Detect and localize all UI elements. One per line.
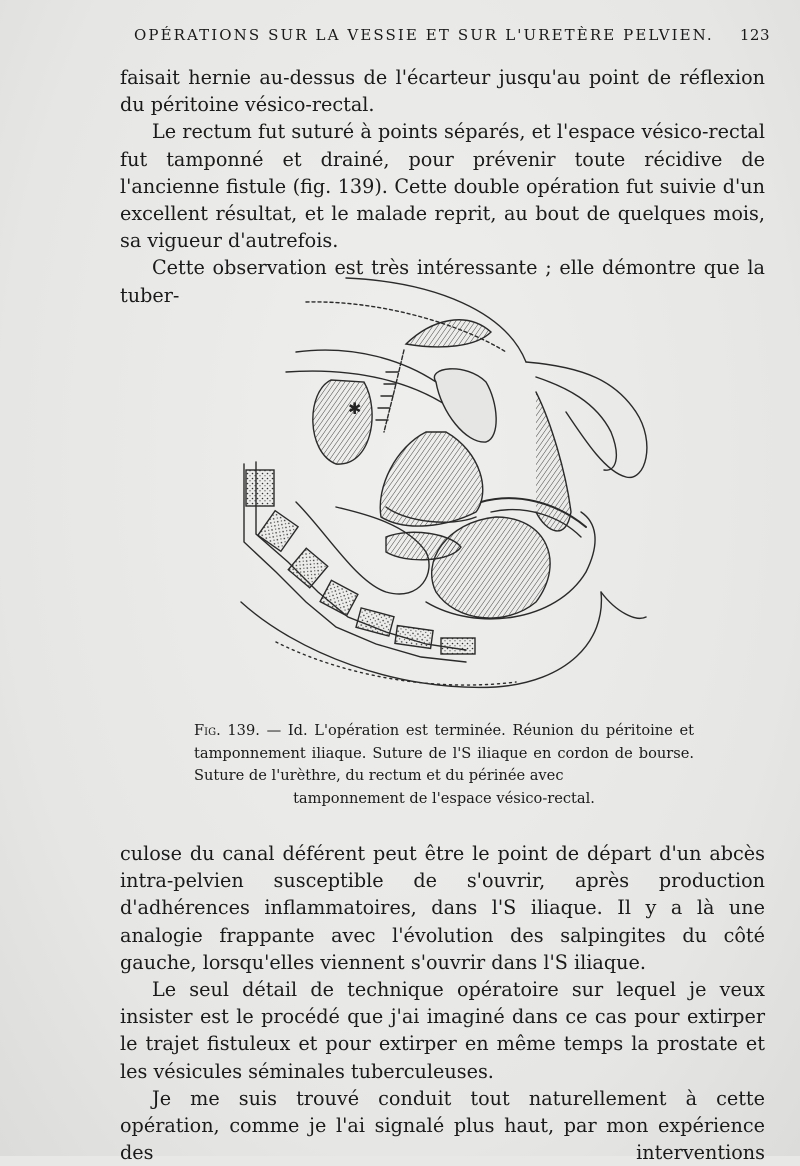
figure-caption <box>194 720 694 810</box>
running-head <box>120 26 770 50</box>
paragraph: Je me suis trouvé conduit tout naturellement à cette opération, comme je l'ai signalé plus haut, par mon expérience des interventions <box>120 1086 765 1165</box>
paragraph: culose du canal déférent peut être le point de départ d'un abcès intra-pelvien susceptible de s'ouvrir, après production d'adhérences inflammatoires, dans l'S iliaque. Il y a là une analogie frappante avec l'évolution des salpingites du côté gauche, lorsqu'elles viennent s'ouvrir dans l'S iliaque. <box>120 842 765 974</box>
figure-caption-last-line: tamponnement de l'espace vésico-rectal. <box>293 789 595 807</box>
body-text-bottom <box>120 840 765 1166</box>
running-title: OPÉRATIONS SUR LA VESSIE ET SUR L'URETÈRE PELVIEN. <box>134 26 714 44</box>
figure-caption-text: — Id. L'opération est terminée. Réunion du péritoine et tamponnement iliaque. Suture de l'S iliaque en cordon de bourse. Suture de l'urèthre, du rectum et du périnée avec <box>194 722 695 784</box>
paragraph: faisait hernie au-dessus de l'écarteur jusqu'au point de réflexion du péritoine vésico-rectal. <box>120 66 765 117</box>
figure-label: Fig. 139. <box>194 722 260 739</box>
svg-text:✱: ✱ <box>348 399 362 418</box>
page-number: 123 <box>739 26 770 44</box>
paragraph: Le seul détail de technique opératoire sur lequel je veux insister est le procédé que j'ai imaginé dans ce cas pour extirper le trajet fistuleux et pour extirper en même temps la prostate et les vésicules séminales tuberculeuses. <box>120 978 765 1083</box>
paragraph: Le rectum fut suturé à points séparés, et l'espace vésico-rectal fut tamponné et drainé, pour prévenir toute récidive de l'ancienne fistule (fig. 139). Cette double opération fut suivie d'un excellent résultat, et le malade reprit, au bout de quelques mois, sa vigueur d'autrefois. <box>120 120 765 253</box>
anatomical-illustration <box>236 272 660 704</box>
paragraph: Cette observation est très intéressante ; elle démontre que la tuber- <box>120 256 765 307</box>
